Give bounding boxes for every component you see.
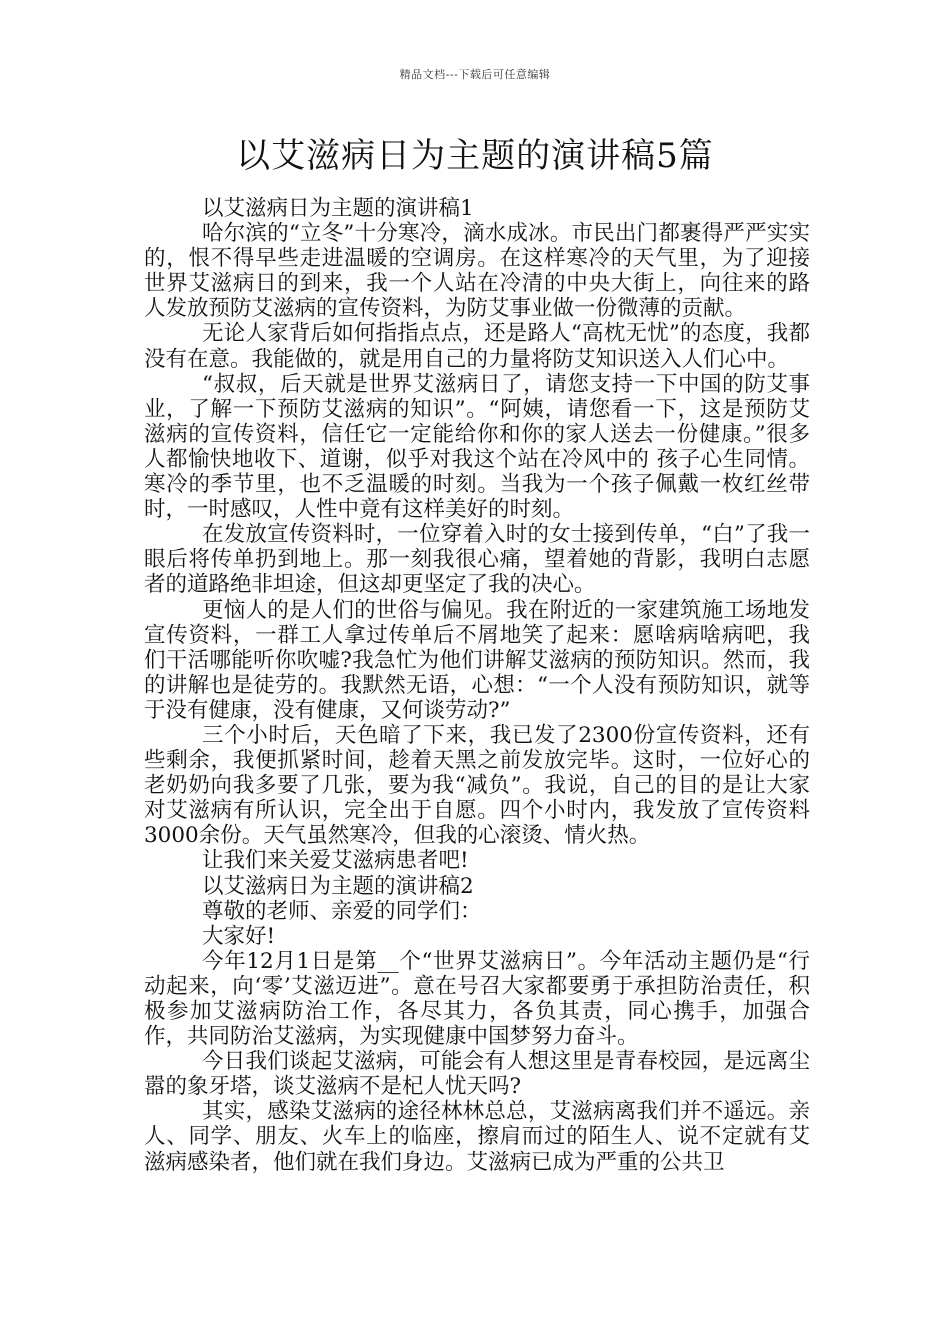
document-title: 以艾滋病日为主题的演讲稿5篇	[236, 136, 714, 176]
subtitle-speech-1: 以艾滋病日为主题的演讲稿1	[202, 196, 474, 221]
page-header-note: 精品文档---下载后可任意编辑	[399, 68, 551, 81]
paragraph: 更恼人的是人们的世俗与偏见。我在附近的一家建筑施工场地发宣传资料，一群工人拿过传单后不屑地笑了起来：愿啥病啥病吧，我们干活哪能听你吹嘘?我急忙为他们讲解艾滋病的预防知识。然而，我的讲解也是徒劳的。我默然无语，心想：“一个人没有预防知识，就等于没有健康，没有健康，又何谈劳动?”	[144, 597, 810, 723]
paragraph: 在发放宣传资料时，一位穿着入时的女士接到传单，“白”了我一眼后将传单扔到地上。那一刻我很心痛，望着她的背影，我明白志愿者的道路绝非坦途，但这却更坚定了我的决心。	[144, 522, 810, 598]
paragraph: 哈尔滨的“立冬”十分寒冷，滴水成冰。市民出门都裹得严严实实的，恨不得早些走进温暖的空调房。在这样寒冷的天气里，为了迎接世界艾滋病日的到来，我一个人站在冷清的中央大街上，向往来的路人发放预防艾滋病的宣传资料，为防艾事业做一份微薄的贡献。	[144, 221, 810, 322]
paragraph: 今日我们谈起艾滋病，可能会有人想这里是青春校园，是远离尘嚣的象牙塔，谈艾滋病不是杞人忧天吗?	[144, 1049, 810, 1100]
paragraph: 无论人家背后如何指指点点，还是路人“高枕无忧”的态度，我都没有在意。我能做的，就是用自己的力量将防艾知识送入人们心中。	[144, 321, 810, 372]
paragraph: 其实，感染艾滋病的途径林林总总，艾滋病离我们并不遥远。亲人、同学、朋友、火车上的临座，擦肩而过的陌生人、说不定就有艾滋病感染者，他们就在我们身边。艾滋病已成为严重的公共卫	[144, 1099, 810, 1175]
document-body	[144, 196, 810, 1175]
paragraph: “叔叔，后天就是世界艾滋病日了，请您支持一下中国的防艾事业，了解一下预防艾滋病的知识”。“阿姨，请您看一下，这是预防艾滋病的宣传资料，信任它一定能给你和你的家人送去一份健康。”很多人都愉快地收下、道谢，似乎对我这个站在冷风中的 孩子心生同情。寒冷的季节里，也不乏温暖的时刻。当我为一个孩子佩戴一枚红丝带时，一时感叹，人性中竟有这样美好的时刻。	[144, 371, 810, 523]
paragraph: 三个小时后，天色暗了下来，我已发了2300份宣传资料，还有些剩余，我便抓紧时间，趁着天黑之前发放完毕。这时，一位好心的老奶奶向我多要了几张，要为我“减负”。我说，自己的目的是让大家对艾滋病有所认识，完全出于自愿。四个小时内，我发放了宣传资料3000余份。天气虽然寒冷，但我的心滚烫、情火热。	[144, 722, 810, 849]
subtitle-speech-2: 以艾滋病日为主题的演讲稿2	[202, 873, 474, 899]
paragraph: 今年12月1日是第__个“世界艾滋病日”。今年活动主题仍是“行动起来，向‘零’艾滋迈进”。意在号召大家都要勇于承担防治责任，积极参加艾滋病防治工作，各尽其力，各负其责，同心携手，加强合作，共同防治艾滋病，为实现健康中国梦努力奋斗。	[144, 948, 810, 1050]
greeting: 大家好!	[202, 923, 276, 949]
salutation: 尊敬的老师、亲爱的同学们：	[202, 898, 482, 924]
paragraph: 让我们来关爱艾滋病患者吧!	[202, 848, 469, 874]
